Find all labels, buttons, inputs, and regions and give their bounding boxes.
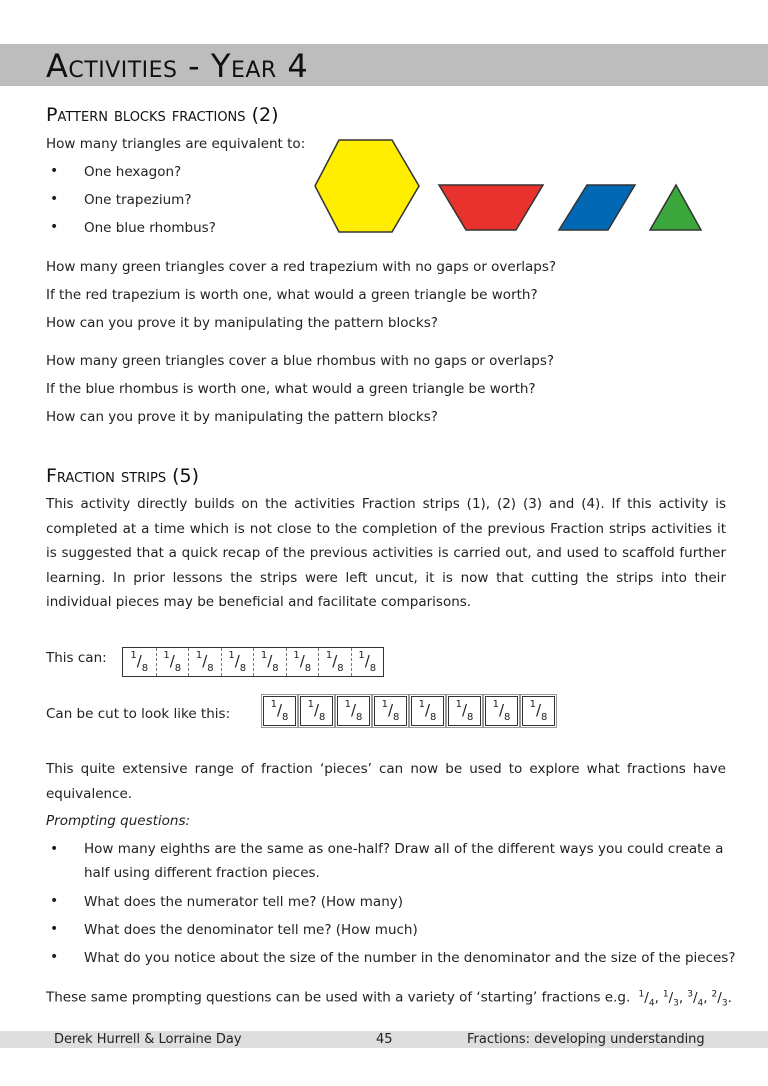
fraction-denominator: 4 [697, 998, 704, 1009]
fraction-denominator: 8 [304, 662, 312, 674]
fraction-separator: . [727, 989, 732, 1006]
fraction-piece [522, 696, 555, 726]
fraction-denominator: 8 [467, 711, 474, 723]
fraction-label [260, 649, 279, 674]
fraction-slash: / [313, 700, 320, 719]
strip-cell [156, 648, 189, 676]
fraction-denominator: 8 [393, 711, 400, 723]
fraction-numerator: 3 [687, 989, 693, 999]
fraction-slash: / [498, 700, 505, 719]
fraction-denominator: 8 [207, 662, 214, 674]
fraction-slash: / [276, 700, 283, 719]
fraction-numerator: 1 [195, 649, 203, 661]
fraction-label [418, 698, 437, 723]
bullet-marker: • [50, 191, 59, 207]
bullet-marker: • [50, 893, 59, 909]
fraction-piece [411, 696, 444, 726]
fraction-slash: / [267, 651, 273, 670]
fraction-numerator: 1 [293, 649, 300, 661]
fraction-piece [448, 696, 481, 726]
fraction-numerator: 1 [228, 649, 235, 661]
fraction-label [228, 649, 247, 674]
green-triangle [650, 185, 701, 230]
fraction-label [492, 698, 511, 723]
strip-cell [188, 648, 221, 676]
question-rhombus-prove: How can you prove it by manipulating the pattern blocks? [46, 409, 438, 425]
closing-text: These same prompting questions can be used with a variety of ‘starting’ fractions e.g. [46, 989, 631, 1006]
fraction-label [381, 698, 400, 723]
strip-cell [253, 648, 286, 676]
section-heading-pattern-blocks: Pattern blocks fractions (2) [46, 104, 279, 126]
strip-cell [351, 648, 384, 676]
fraction-denominator: 8 [337, 662, 344, 674]
fraction-numerator: 1 [455, 698, 462, 710]
fraction-label [455, 698, 474, 723]
fraction-strips-paragraph: This activity directly builds on the activities Fraction strips (1), (2) (3) and (4). If this activity is completed at a time which is not close to the completion of the previous Fraction strips activities it is suggested that a quick recap of the previous activities is carried out, and used to scaffold further learning. In prior lessons the strips were left uncut, it is now that cutting the strips into their individual pieces may be beneficial and facilitate comparisons. [46, 496, 726, 611]
fraction-slash: / [644, 989, 649, 1006]
fraction-numerator: 1 [381, 698, 388, 710]
this-can-label: This can: [46, 650, 107, 666]
bullet-marker: • [50, 841, 59, 857]
closing-fractions [635, 989, 732, 1009]
fraction-denominator: 8 [282, 711, 289, 723]
fraction-denominator: 8 [239, 662, 247, 674]
explore-paragraph: This quite extensive range of fraction ‘pieces’ can now be used to explore what fractions have equivalence. [46, 761, 726, 802]
closing-fraction [711, 989, 732, 1009]
footer-book-title: Fractions: developing understanding [467, 1032, 705, 1047]
closing-fraction [638, 989, 659, 1009]
bullet-trapezium: One trapezium? [84, 192, 192, 208]
yellow-hexagon [315, 140, 419, 232]
fraction-slash: / [202, 651, 208, 670]
strip-cell [286, 648, 319, 676]
question-trapezium-prove: How can you prove it by manipulating the pattern blocks? [46, 315, 438, 331]
fraction-piece [374, 696, 407, 726]
fraction-slash: / [136, 651, 142, 670]
cut-label: Can be cut to look like this: [46, 706, 231, 722]
bullet-rhombus: One blue rhombus? [84, 220, 216, 236]
pattern-blocks-illustration [312, 138, 712, 238]
bullet-marker: • [50, 219, 59, 235]
question-trapezium-worth: If the red trapezium is worth one, what would a green triangle be worth? [46, 287, 538, 303]
fraction-denominator: 8 [430, 711, 437, 723]
fraction-label [270, 698, 289, 723]
strip-cell [123, 648, 156, 676]
red-trapezium [439, 185, 543, 230]
question-notice-size: What do you notice about the size of the number in the denominator and the size of the pieces? [84, 950, 736, 966]
section-heading-fraction-strips: Fraction strips (5) [46, 465, 200, 487]
fraction-label [163, 649, 182, 674]
fraction-denominator: 8 [356, 711, 363, 723]
bullet-marker: • [50, 921, 59, 937]
fraction-denominator: 8 [174, 662, 182, 674]
fraction-label [195, 649, 214, 674]
fraction-piece [337, 696, 370, 726]
fraction-denominator: 3 [673, 998, 679, 1009]
blue-rhombus [559, 185, 635, 230]
fraction-label [307, 698, 326, 723]
closing-fraction [662, 989, 684, 1009]
question-numerator: What does the numerator tell me? (How many) [84, 894, 404, 910]
bullet-marker: • [50, 949, 59, 965]
fraction-separator: , [678, 989, 684, 1006]
fraction-denominator: 3 [721, 998, 728, 1009]
page-title: Activities - Year 4 [46, 47, 309, 85]
fraction-slash: / [299, 651, 305, 670]
strip-cell [221, 648, 254, 676]
fraction-numerator: 1 [638, 989, 645, 999]
prompting-label: Prompting questions: [46, 813, 191, 829]
fraction-slash: / [350, 700, 357, 719]
strip-cell [318, 648, 351, 676]
fraction-denominator: 8 [504, 711, 511, 723]
question-rhombus-worth: If the blue rhombus is worth one, what would a green triangle be worth? [46, 381, 536, 397]
question-trapezium-cover: How many green triangles cover a red trapezium with no gaps or overlaps? [46, 259, 557, 275]
fraction-label [130, 649, 149, 674]
fraction-separator: , [654, 989, 659, 1006]
fraction-piece [485, 696, 518, 726]
fraction-numerator: 1 [662, 989, 669, 999]
fraction-label [293, 649, 312, 674]
fraction-denominator: 4 [648, 998, 655, 1009]
fraction-numerator: 1 [260, 649, 268, 661]
fraction-denominator: 8 [319, 711, 326, 723]
fraction-slash: / [234, 651, 240, 670]
bullet-marker: • [50, 163, 59, 179]
footer-authors: Derek Hurrell & Lorraine Day [54, 1032, 242, 1047]
fraction-numerator: 1 [344, 698, 351, 710]
fraction-denominator: 8 [272, 662, 279, 674]
fraction-slash: / [332, 651, 338, 670]
fraction-piece [263, 696, 296, 726]
fraction-slash: / [668, 989, 674, 1006]
fraction-separator: , [703, 989, 708, 1006]
fraction-numerator: 1 [358, 649, 365, 661]
cut-fraction-pieces [263, 696, 555, 726]
closing-fraction [687, 989, 708, 1009]
fraction-numerator: 1 [418, 698, 425, 710]
fraction-numerator: 1 [163, 649, 170, 661]
fraction-slash: / [461, 700, 468, 719]
footer-page-number: 45 [376, 1032, 393, 1047]
fraction-numerator: 1 [270, 698, 277, 710]
fraction-numerator: 2 [711, 989, 718, 999]
fraction-denominator: 8 [541, 711, 548, 723]
uncut-fraction-strip [122, 647, 384, 677]
closing-sentence [46, 989, 732, 1008]
fraction-slash: / [424, 700, 431, 719]
question-denominator: What does the denominator tell me? (How much) [84, 922, 418, 938]
fraction-label [358, 649, 377, 674]
question-eighths-half: How many eighths are the same as one-half? Draw all of the different ways you could create a half using different fraction pieces. [84, 841, 724, 881]
fraction-denominator: 8 [369, 662, 377, 674]
pattern-intro: How many triangles are equivalent to: [46, 136, 306, 152]
question-rhombus-cover: How many green triangles cover a blue rhombus with no gaps or overlaps? [46, 353, 555, 369]
header-banner [0, 44, 768, 86]
fraction-slash: / [692, 989, 698, 1006]
fraction-slash: / [387, 700, 394, 719]
fraction-label [325, 649, 344, 674]
fraction-numerator: 1 [325, 649, 333, 661]
fraction-slash: / [535, 700, 542, 719]
fraction-numerator: 1 [492, 698, 499, 710]
fraction-slash: / [717, 989, 722, 1006]
fraction-numerator: 1 [307, 698, 314, 710]
fraction-label [529, 698, 548, 723]
fraction-numerator: 1 [529, 698, 536, 710]
bullet-hexagon: One hexagon? [84, 164, 182, 180]
fraction-denominator: 8 [141, 662, 149, 674]
fraction-slash: / [169, 651, 175, 670]
fraction-numerator: 1 [130, 649, 137, 661]
fraction-piece [300, 696, 333, 726]
fraction-label [344, 698, 363, 723]
fraction-slash: / [364, 651, 370, 670]
